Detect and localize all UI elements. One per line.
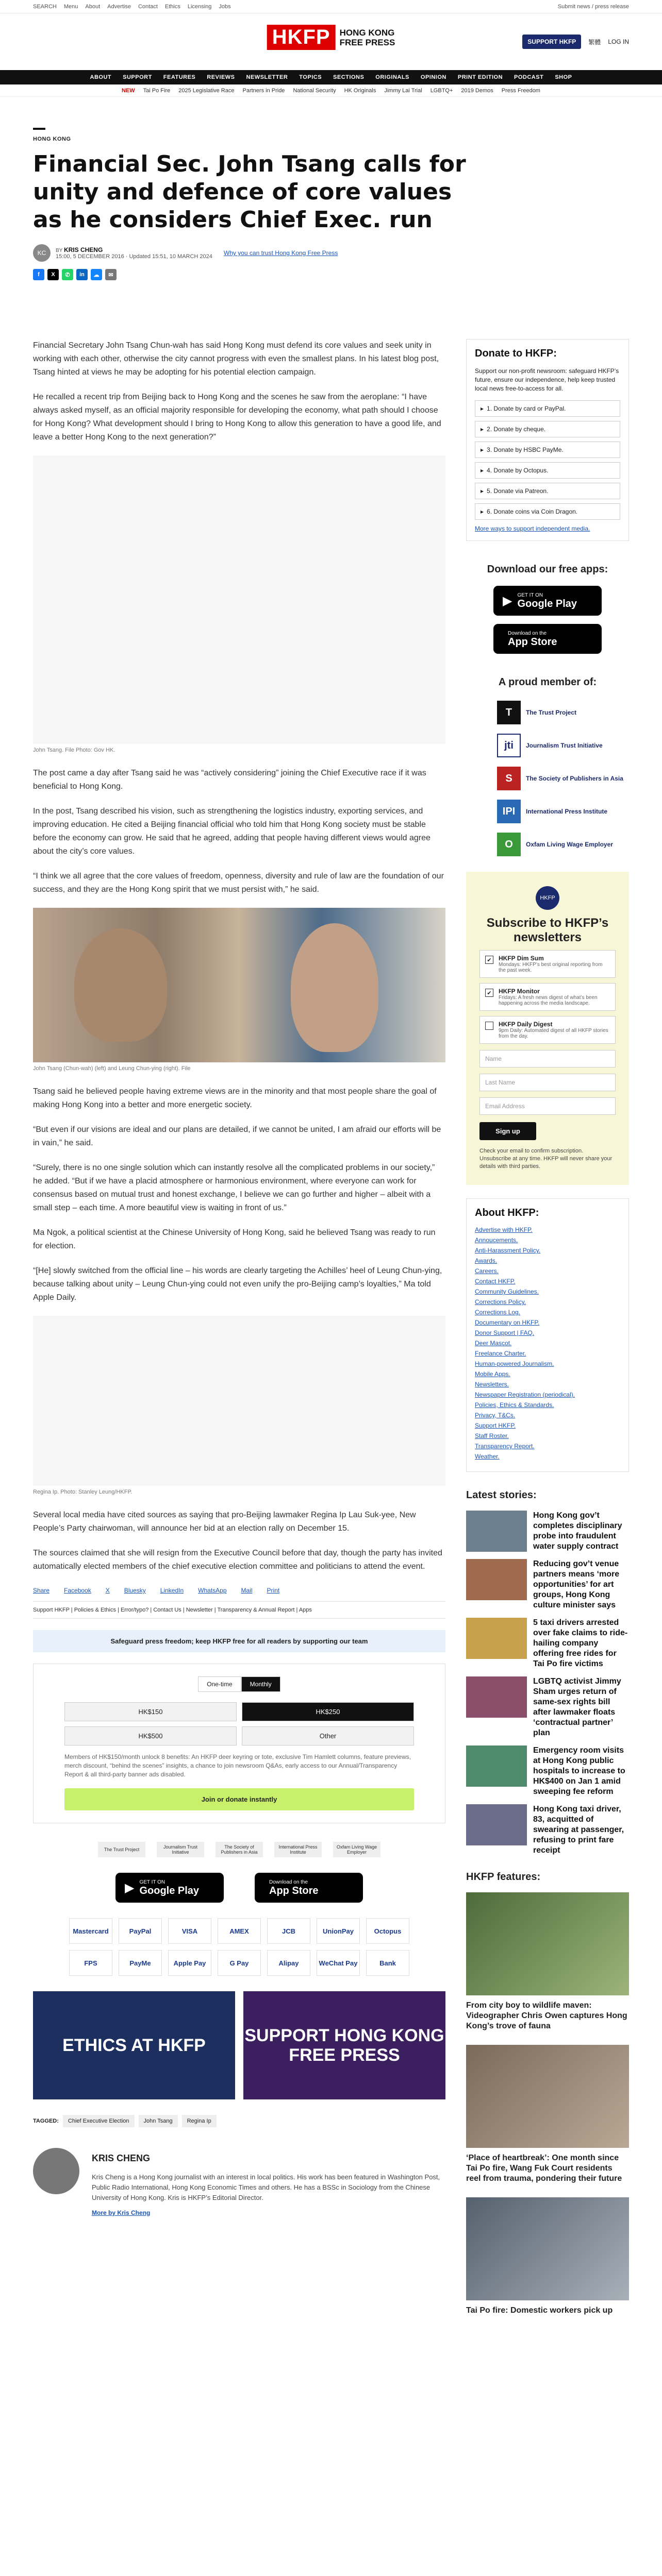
app-download-row bbox=[33, 1873, 445, 1903]
paragraph: He recalled a recent trip from Beijing back to Hong Kong and the scenes he saw from the aeroplane: “I have always asked myself, as an official majority responsible for developing the economy, what path should I choose for Hong Kong? What development should I bring to Hong Kong to allow this generation to have a good life, and leave a better Hong Kong to the next generation?” bbox=[33, 393, 441, 442]
about-link[interactable]: Freelance Charter. bbox=[475, 1350, 526, 1357]
author-photo[interactable] bbox=[33, 2148, 79, 2194]
donate-option[interactable]: ▸ 5. Donate via Patreon. bbox=[475, 483, 620, 499]
newsletter-option[interactable]: ✔ HKFP Dim Sum Mondays: HKFP’s best original reporting from the past week. bbox=[479, 950, 616, 978]
paragraph: In the post, Tsang described his vision, such as strengthening the logistics industry, exporting services, and improving education. He cited a Beijing financial official who told him that Hong Kong society must be stable before the economy can grow. He said that he agreed, adding that people having different views would agree about the city’s core values. bbox=[33, 807, 431, 856]
menu-link[interactable]: Menu bbox=[63, 3, 78, 10]
paragraph: Tsang said he believed people having extreme views are in the minority and that most people share the goal of making Hong Kong into a better and more energetic society. bbox=[33, 1087, 437, 1109]
payment-methods bbox=[33, 1918, 445, 1976]
payment-logo: FPS bbox=[69, 1950, 112, 1976]
latest-story-thumbnail[interactable] bbox=[466, 1559, 527, 1600]
author-avatar[interactable]: KC bbox=[33, 244, 51, 262]
trust-link[interactable]: Why you can trust Hong Kong Free Press bbox=[223, 249, 338, 257]
byline bbox=[33, 244, 662, 262]
jti-logo[interactable]: Journalism Trust Initiative bbox=[157, 1842, 204, 1857]
latest-story-title[interactable]: Hong Kong gov’t completes disciplinary probe into fraudulent water supply contract bbox=[533, 1511, 622, 1551]
photo-caption: Regina Ip. Photo: Stanley Leung/HKFP. bbox=[33, 1489, 133, 1495]
trending-bar bbox=[0, 84, 662, 97]
trending-item[interactable]: LGBTQ+ bbox=[430, 87, 453, 94]
checkbox-icon[interactable]: ✔ bbox=[485, 956, 493, 964]
about-link[interactable]: Contact HKFP. bbox=[475, 1278, 516, 1285]
nav-reviews[interactable]: REVIEWS bbox=[207, 74, 235, 80]
payment-logo: PayPal bbox=[119, 1918, 162, 1944]
amount-option[interactable]: HK$150 bbox=[64, 1702, 237, 1721]
payment-logo: Bank bbox=[366, 1950, 409, 1976]
article-category[interactable]: HONG KONG bbox=[33, 136, 71, 142]
google-play-button[interactable]: ▶ GET IT ON Google Play bbox=[493, 586, 602, 616]
donate-option[interactable]: ▸ 6. Donate coins via Coin Dragon. bbox=[475, 503, 620, 520]
contact-link[interactable]: Contact bbox=[138, 3, 158, 10]
ipi-logo[interactable]: International Press Institute bbox=[274, 1842, 322, 1857]
last-name-field[interactable]: Last Name bbox=[479, 1074, 616, 1091]
author-box-name[interactable]: KRIS CHENG bbox=[92, 2153, 151, 2163]
latest-story[interactable] bbox=[466, 1745, 629, 1797]
top-utility-bar bbox=[0, 0, 662, 13]
about-link[interactable]: Community Guidelines. bbox=[475, 1288, 539, 1295]
logo-line-2: FREE PRESS bbox=[339, 37, 395, 47]
sidebar bbox=[466, 339, 629, 2329]
latest-story-thumbnail[interactable] bbox=[466, 1804, 527, 1845]
header-actions bbox=[522, 35, 629, 49]
payment-logo: WeChat Pay bbox=[317, 1950, 360, 1976]
paragraph: “Surely, there is no one single solution which can instantly resolve all the complicated problems in our society,” he added. “But if we have a placid atmosphere or harmonious environment, where everyone can work for consensus based on mutual trust and honest exchange, I believe we can go further and higher – albeit with a small step – each time. A more beautiful view is waiting in front of us.” bbox=[33, 1163, 435, 1212]
main-nav bbox=[0, 70, 662, 84]
author-bio: Kris Cheng is a Hong Kong journalist with an interest in local politics. His work has been featured in Washington Post, Public Radio International, Hong Kong Economic Times and others. He has a BSSc in Sociology from the Chinese University of Hong Kong. Kris is HKFP’s Editorial Director. bbox=[92, 2173, 440, 2201]
payment-logo: Apple Pay bbox=[168, 1950, 211, 1976]
donate-intro: Support our non-profit newsroom: safeguard HKFP’s future, ensure our independence, help keep trusted local news free-to-access for all. bbox=[475, 367, 619, 392]
about-link[interactable]: Donor Support | FAQ. bbox=[475, 1329, 535, 1336]
feature-title[interactable]: From city boy to wildlife maven: Videographer Chris Owen captures Hong Kong’s trove of fauna bbox=[466, 2001, 627, 2030]
article-photo-tsang-leung bbox=[33, 908, 445, 1062]
feature-title[interactable]: Tai Po fire: Domestic workers pick up bbox=[466, 2306, 613, 2315]
article-title: Financial Sec. John Tsang calls for unity and defence of core values as he considers Chief Exec. run bbox=[33, 151, 466, 233]
newsletter-note: Check your email to confirm subscription. Unsubscribe at any time. HKFP will never share your details with third parties. bbox=[479, 1148, 613, 1170]
logo-wordmark bbox=[340, 28, 395, 47]
amount-option[interactable]: Other bbox=[242, 1726, 414, 1745]
advertise-link[interactable]: Advertise bbox=[107, 3, 131, 10]
about-link[interactable]: Newspaper Registration (periodical). bbox=[475, 1391, 575, 1398]
payment-logo: G Pay bbox=[218, 1950, 261, 1976]
feature-image[interactable] bbox=[466, 1892, 629, 1995]
about-link[interactable]: Transparency Report. bbox=[475, 1443, 535, 1450]
jobs-link[interactable]: Jobs bbox=[219, 3, 231, 10]
nav-topics[interactable]: TOPICS bbox=[299, 74, 322, 80]
chevron-right-icon: ▸ bbox=[481, 426, 484, 433]
nav-newsletter[interactable]: NEWSLETTER bbox=[246, 74, 288, 80]
nav-opinion[interactable]: OPINION bbox=[420, 74, 446, 80]
member-sopa[interactable]: S The Society of Publishers in Asia bbox=[497, 767, 629, 790]
oxfam-icon: O bbox=[497, 833, 521, 856]
x-icon[interactable]: X bbox=[47, 269, 59, 280]
about-link[interactable]: Anti-Harassment Policy. bbox=[475, 1247, 541, 1254]
ethics-link[interactable]: Ethics bbox=[164, 3, 180, 10]
donate-option[interactable]: ▸ 2. Donate by cheque. bbox=[475, 421, 620, 437]
feature-image[interactable] bbox=[466, 2197, 629, 2300]
more-ways-link[interactable]: More ways to support independent media. bbox=[475, 525, 590, 532]
latest-story-thumbnail[interactable] bbox=[466, 1676, 527, 1718]
paragraph: Ma Ngok, a political scientist at the Chinese University of Hong Kong, said he believed Tsang was ready to run for election. bbox=[33, 1228, 436, 1250]
licensing-link[interactable]: Licensing bbox=[187, 3, 212, 10]
about-box bbox=[466, 1198, 629, 1472]
about-link[interactable]: About bbox=[85, 3, 101, 10]
donate-option[interactable]: ▸ 3. Donate by HSBC PayMe. bbox=[475, 442, 620, 458]
amount-option[interactable]: HK$500 bbox=[64, 1726, 237, 1745]
chevron-right-icon: ▸ bbox=[481, 446, 484, 453]
google-play-icon: ▶ bbox=[125, 1880, 135, 1895]
trending-item[interactable]: 2019 Demos bbox=[461, 87, 493, 94]
share-whatsapp-link[interactable]: WhatsApp bbox=[198, 1587, 227, 1594]
payment-logo: PayMe bbox=[119, 1950, 162, 1976]
more-by-author-link[interactable]: More by Kris Cheng bbox=[92, 2209, 151, 2216]
section-rule bbox=[33, 128, 45, 130]
donate-box bbox=[466, 339, 629, 541]
search-link[interactable]: SEARCH bbox=[33, 3, 57, 10]
about-links bbox=[475, 1226, 620, 1460]
join-donate-button[interactable]: Join or donate instantly bbox=[64, 1788, 414, 1810]
newsletter-option[interactable]: HKFP Daily Digest 9pm Daily: Automated digest of all HKFP stories from the day. bbox=[479, 1016, 616, 1044]
about-link[interactable]: Awards. bbox=[475, 1257, 498, 1264]
about-link[interactable]: Documentary on HKFP. bbox=[475, 1319, 540, 1326]
paragraph: The post came a day after Tsang said he was “actively considering” joining the Chief Executive race if it was beneficial to Hong Kong. bbox=[33, 769, 426, 791]
latest-story[interactable] bbox=[466, 1559, 629, 1611]
about-link[interactable]: Newsletters. bbox=[475, 1381, 509, 1388]
about-title: About HKFP: bbox=[475, 1207, 539, 1218]
ethics-banner[interactable]: ETHICS AT HKFP bbox=[33, 1991, 235, 2099]
logo-mark: HKFP bbox=[267, 25, 336, 50]
share-link[interactable]: Share bbox=[33, 1587, 50, 1594]
whatsapp-icon[interactable]: ✆ bbox=[62, 269, 73, 280]
promo-banners bbox=[33, 1991, 445, 2099]
nav-print-edition[interactable]: PRINT EDITION bbox=[457, 74, 503, 80]
trending-item[interactable]: 2025 Legislative Race bbox=[178, 87, 235, 94]
share-links bbox=[33, 1587, 445, 1594]
about-link[interactable]: Policies, Ethics & Standards. bbox=[475, 1401, 554, 1409]
about-link[interactable]: Annoucements. bbox=[475, 1236, 518, 1244]
author-box bbox=[33, 2148, 445, 2216]
tags-label: TAGGED: bbox=[33, 2118, 59, 2124]
trust-project-logo[interactable]: The Trust Project bbox=[98, 1842, 145, 1857]
features-title: HKFP features: bbox=[466, 1871, 541, 1883]
share-icons bbox=[33, 269, 662, 280]
latest-story-title[interactable]: Hong Kong taxi driver, 83, acquitted of swearing at passenger, refusing to print fare receipt bbox=[533, 1805, 624, 1855]
about-link[interactable]: Staff Roster. bbox=[475, 1432, 509, 1439]
feature-image[interactable] bbox=[466, 2045, 629, 2148]
chevron-right-icon: ▸ bbox=[481, 405, 484, 412]
share-mail-link[interactable]: Mail bbox=[241, 1587, 253, 1594]
about-link[interactable]: Advertise with HKFP. bbox=[475, 1226, 533, 1233]
nav-podcast[interactable]: PODCAST bbox=[514, 74, 544, 80]
latest-story-title[interactable]: 5 taxi drivers arrested over fake claims to ride-hailing company offering free rides for Tai Po fire victims bbox=[533, 1618, 628, 1668]
trending-item[interactable]: HK Originals bbox=[344, 87, 376, 94]
hkfp-badge-icon: HKFP bbox=[536, 886, 559, 910]
latest-story[interactable] bbox=[466, 1804, 629, 1856]
support-banner[interactable]: SUPPORT HONG KONG FREE PRESS bbox=[243, 1991, 445, 2099]
app-store-button[interactable]: Download on the App Store bbox=[493, 624, 602, 654]
photo-caption: John Tsang. File Photo: Gov HK. bbox=[33, 747, 115, 753]
about-link[interactable]: Corrections Policy. bbox=[475, 1298, 526, 1306]
freq-monthly[interactable]: Monthly bbox=[241, 1676, 280, 1692]
byline-text: BY KRIS CHENG 15:00, 5 DECEMBER 2016 · Updated 15:51, 10 MARCH 2024 bbox=[56, 246, 212, 260]
tag[interactable]: John Tsang bbox=[139, 2115, 178, 2127]
author-name[interactable]: KRIS CHENG bbox=[63, 246, 103, 253]
sopa-icon: S bbox=[497, 767, 521, 790]
nav-sections[interactable]: SECTIONS bbox=[333, 74, 365, 80]
support-hkfp-button[interactable]: SUPPORT HKFP bbox=[522, 35, 581, 49]
trust-project-icon: T bbox=[497, 701, 521, 724]
member-oxfam[interactable]: O Oxfam Living Wage Employer bbox=[497, 833, 629, 856]
safeguard-banner[interactable]: Safeguard press freedom; keep HKFP free for all readers by supporting our team bbox=[33, 1630, 445, 1652]
payment-logo: Alipay bbox=[267, 1950, 310, 1976]
latest-story-thumbnail[interactable] bbox=[466, 1618, 527, 1659]
nav-about[interactable]: ABOUT bbox=[90, 74, 112, 80]
membership-benefits: Members of HK$150/month unlock 8 benefits: An HKFP deer keyring or tote, exclusive Tim Hamlett columns, feature previews, merch discount, “behind the scenes” insights, a chance to join newsroom Q&As, early access to our Annual/Transparency Report & all third-party banner ads disabled. bbox=[64, 1753, 411, 1778]
latest-stories bbox=[466, 1511, 629, 1856]
freq-one-time[interactable]: One-time bbox=[198, 1676, 241, 1692]
article-photo-john-tsang bbox=[33, 455, 445, 744]
apps-title: Download our free apps: bbox=[487, 564, 608, 575]
about-link[interactable]: Careers. bbox=[475, 1267, 499, 1275]
logo-line-1: HONG KONG bbox=[339, 27, 395, 38]
about-link[interactable]: Human-powered Journalism. bbox=[475, 1360, 554, 1367]
about-link[interactable]: Support HKFP. bbox=[475, 1422, 516, 1429]
photo-caption: John Tsang (Chun-wah) (left) and Leung Chun-ying (right). File bbox=[33, 1065, 191, 1072]
about-link[interactable]: Weather. bbox=[475, 1453, 500, 1460]
share-bluesky-link[interactable]: Bluesky bbox=[124, 1587, 146, 1594]
trending-item[interactable]: Partners in Pride bbox=[242, 87, 285, 94]
share-facebook-link[interactable]: Facebook bbox=[64, 1587, 91, 1594]
latest-story-title[interactable]: LGBTQ activist Jimmy Sham urges return of same-sex rights bill after lawmaker floats ‘contractual partner’ plan bbox=[533, 1677, 621, 1737]
feature-title[interactable]: ‘Place of heartbreak’: One month since Tai Po fire, Wang Fuk Court residents reel from trauma, pondering their future bbox=[466, 2154, 622, 2183]
paragraph: “But even if our visions are ideal and our plans are detailed, if we cannot be united, I am afraid our efforts will be in vain,” he said. bbox=[33, 1125, 441, 1147]
amount-option-selected[interactable]: HK$250 bbox=[242, 1702, 414, 1721]
share-print-link[interactable]: Print bbox=[267, 1587, 280, 1594]
payment-logo: Mastercard bbox=[69, 1918, 112, 1944]
ipi-icon: IPI bbox=[497, 800, 521, 823]
trending-item[interactable]: Jimmy Lai Trial bbox=[384, 87, 422, 94]
trending-new-label: NEW bbox=[122, 87, 135, 94]
oxfam-logo[interactable]: Oxfam Living Wage Employer bbox=[333, 1842, 380, 1857]
member-trust-project[interactable]: T The Trust Project bbox=[497, 701, 629, 724]
member-ipi[interactable]: IPI International Press Institute bbox=[497, 800, 629, 823]
nav-originals[interactable]: ORIGINALS bbox=[375, 74, 409, 80]
tag[interactable]: Regina Ip bbox=[182, 2115, 217, 2127]
about-link[interactable]: Corrections Log. bbox=[475, 1309, 521, 1316]
site-header bbox=[0, 13, 662, 70]
latest-story-thumbnail[interactable] bbox=[466, 1745, 527, 1787]
paragraph: Financial Secretary John Tsang Chun-wah has said Hong Kong must defend its core values and seek unity in working with each other, otherwise the city cannot progress with even the smallest plans. In his latest blog post, Tsang hinted at views he may be adopting for his potential election campaign. bbox=[33, 341, 439, 377]
policy-bar[interactable]: Support HKFP | Policies & Ethics | Error/typo? | Contact Us | Newsletter | Transparency & Annual Report | Apps bbox=[33, 1601, 445, 1619]
email-icon[interactable]: ✉ bbox=[105, 269, 117, 280]
nav-support[interactable]: SUPPORT bbox=[123, 74, 152, 80]
article-body bbox=[33, 339, 445, 2216]
paragraph: “[He] slowly switched from the official line – his words are clearly targeting the Achilles’ heel of Leung Chun-ying, because talking about unity – Leung Chun-ying could not even unify the pro-Beijing camp’s loyalties,” Ma told Apple Daily. bbox=[33, 1266, 442, 1302]
email-field[interactable]: Email Address bbox=[479, 1097, 616, 1115]
latest-story[interactable] bbox=[466, 1618, 629, 1669]
donate-widget bbox=[33, 1664, 445, 1823]
about-link[interactable]: Deer Mascot. bbox=[475, 1340, 512, 1347]
submit-news-link[interactable]: Submit news / press release bbox=[557, 3, 629, 10]
payment-logo: Octopus bbox=[366, 1918, 409, 1944]
login-link[interactable]: LOG IN bbox=[608, 38, 629, 45]
member-jti[interactable]: jti Journalism Trust Initiative bbox=[497, 734, 629, 757]
signup-button[interactable]: Sign up bbox=[479, 1122, 536, 1140]
chevron-right-icon: ▸ bbox=[481, 487, 484, 495]
donate-title: Donate to HKFP: bbox=[475, 348, 557, 359]
payment-logo: UnionPay bbox=[317, 1918, 360, 1944]
hkfp-logo[interactable] bbox=[267, 25, 395, 50]
google-play-icon: ▶ bbox=[503, 594, 512, 608]
checkbox-icon[interactable] bbox=[485, 1022, 493, 1030]
linkedin-icon[interactable]: in bbox=[76, 269, 88, 280]
article-photo-regina-ip bbox=[33, 1316, 445, 1486]
app-store-button[interactable]: Download on the App Store bbox=[255, 1873, 363, 1903]
frequency-toggle bbox=[64, 1676, 414, 1692]
member-title: A proud member of: bbox=[498, 676, 597, 688]
photo-figure-left bbox=[74, 928, 167, 1042]
chevron-right-icon: ▸ bbox=[481, 508, 484, 515]
donate-option[interactable]: ▸ 4. Donate by Octopus. bbox=[475, 462, 620, 479]
payment-logo: VISA bbox=[168, 1918, 211, 1944]
paragraph: The sources claimed that she will resign from the Executive Council before that day, though the party has invited automatically elected members of the chief executive election committee and politicians to attend the event. bbox=[33, 1549, 442, 1571]
trending-item[interactable]: Press Freedom bbox=[501, 87, 540, 94]
newsletter-title: Subscribe to HKFP’s newsletters bbox=[486, 916, 609, 944]
share-x-link[interactable]: X bbox=[105, 1587, 110, 1594]
sopa-logo[interactable]: The Society of Publishers in Asia bbox=[216, 1842, 263, 1857]
trending-item[interactable]: Tai Po Fire bbox=[143, 87, 171, 94]
google-play-button[interactable]: ▶ GET IT ON Google Play bbox=[115, 1873, 224, 1903]
first-name-field[interactable]: Name bbox=[479, 1050, 616, 1067]
paragraph: Several local media have cited sources as saying that pro-Beijing lawmaker Regina Ip Lau Suk-yee, New People’s Party chairwoman, will announce her bid at an election rally on December 15. bbox=[33, 1511, 416, 1533]
share-linkedin-link[interactable]: LinkedIn bbox=[160, 1587, 184, 1594]
tag-list bbox=[33, 2115, 445, 2127]
latest-story[interactable] bbox=[466, 1511, 629, 1552]
nav-shop[interactable]: SHOP bbox=[555, 74, 572, 80]
article-dates: 15:00, 5 DECEMBER 2016 · Updated 15:51, 10 MARCH 2024 bbox=[56, 253, 212, 260]
facebook-icon[interactable]: f bbox=[33, 269, 44, 280]
latest-story-thumbnail[interactable] bbox=[466, 1511, 527, 1552]
payment-logo: AMEX bbox=[218, 1918, 261, 1944]
paragraph: “I think we all agree that the core values of freedom, openness, diversity and rule of law are the foundation of our success, and they are the Hong Kong spirit that we must persist with,” he said. bbox=[33, 872, 444, 894]
payment-logo: JCB bbox=[267, 1918, 310, 1944]
checkbox-icon[interactable]: ✔ bbox=[485, 989, 493, 997]
trending-item[interactable]: National Security bbox=[293, 87, 336, 94]
donate-option[interactable]: ▸ 1. Donate by card or PayPal. bbox=[475, 400, 620, 417]
about-link[interactable]: Mobile Apps. bbox=[475, 1370, 510, 1378]
latest-story[interactable] bbox=[466, 1676, 629, 1738]
amount-grid bbox=[64, 1702, 414, 1745]
newsletter-box bbox=[466, 872, 629, 1185]
latest-story-title[interactable]: Reducing gov’t venue partners means ‘more opportunities’ for art groups, Hong Kong culture minister says bbox=[533, 1560, 620, 1609]
jti-icon: jti bbox=[497, 734, 521, 757]
chevron-right-icon: ▸ bbox=[481, 467, 484, 474]
tag[interactable]: Chief Executive Election bbox=[63, 2115, 135, 2127]
latest-story-title[interactable]: Emergency room visits at Hong Kong public hospitals to increase to HK$400 on Jan 1 amid sweeping fee reform bbox=[533, 1746, 625, 1796]
newsletter-option[interactable]: ✔ HKFP Monitor Fridays: A fresh news digest of what’s been happening across the media landscape. bbox=[479, 983, 616, 1011]
partner-logos bbox=[33, 1842, 445, 1857]
language-switch[interactable]: 繁體 bbox=[588, 38, 601, 46]
latest-title: Latest stories: bbox=[466, 1489, 537, 1501]
bluesky-icon[interactable]: ☁ bbox=[91, 269, 102, 280]
about-link[interactable]: Privacy, T&Cs. bbox=[475, 1412, 516, 1419]
nav-features[interactable]: FEATURES bbox=[163, 74, 196, 80]
photo-figure-right bbox=[291, 923, 378, 1052]
